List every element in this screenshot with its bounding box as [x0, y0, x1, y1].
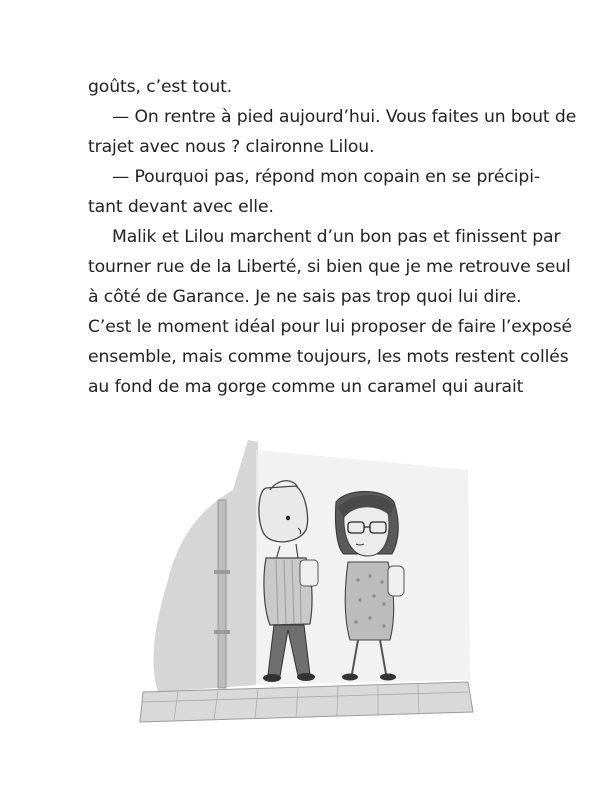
- drainpipe: [218, 500, 226, 688]
- text-line: trajet avec nous ? claironne Lilou.: [88, 137, 375, 157]
- text-line: — On rentre à pied aujourd’hui. Vous faites un bout de: [112, 107, 577, 127]
- story-text: [88, 72, 577, 402]
- wall-shadow: [153, 440, 258, 692]
- text-line: Malik et Lilou marchent d’un bon pas et finissent par: [112, 227, 561, 247]
- text-line: ensemble, mais comme toujours, les mots restent collés: [88, 347, 569, 367]
- text-line: C’est le moment idéal pour lui proposer de faire l’exposé: [88, 317, 573, 337]
- text-line: tourner rue de la Liberté, si bien que je me retrouve seul: [88, 257, 571, 277]
- text-line: — Pourquoi pas, répond mon copain en se précipi-: [112, 167, 540, 187]
- text-line: au fond de ma gorge comme un caramel qui aurait: [88, 377, 524, 397]
- text-line: à côté de Garance. Je ne sais pas trop quoi lui dire.: [88, 287, 522, 307]
- street-illustration: [138, 430, 478, 726]
- text-line: goûts, c’est tout.: [88, 77, 233, 97]
- text-line: tant devant avec elle.: [88, 197, 274, 217]
